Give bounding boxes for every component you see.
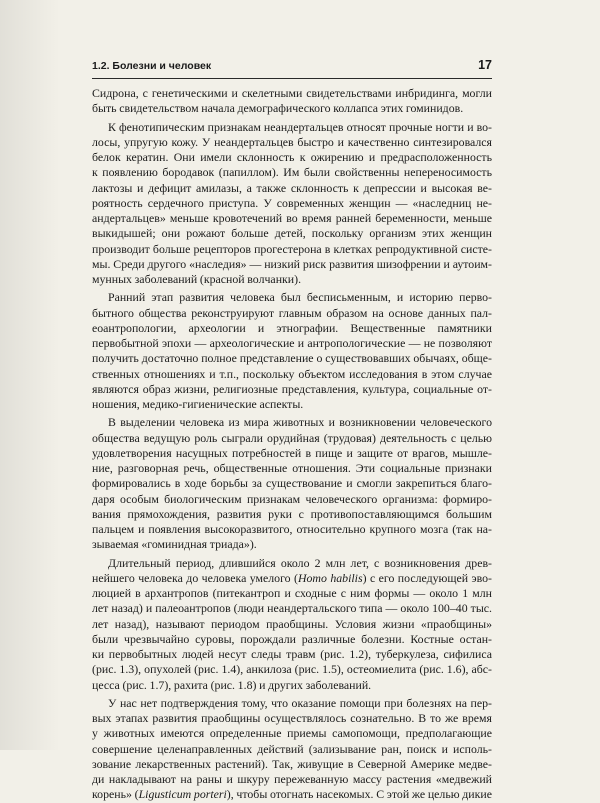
paragraph: [92, 290, 492, 412]
text-line: Сидрона, с генетическими и скелетными свидетельствами инбридинга, могли: [92, 86, 492, 100]
text-line: люцией в архантропов (питекантроп и сходные с ним формы — около 1 млн: [92, 586, 492, 600]
paragraph: [92, 120, 492, 288]
text-line: формировались в ходе борьбы за существование и смогли закрепиться благо-: [92, 476, 492, 491]
running-head: [92, 58, 492, 78]
text-line: нейшего человека до человека умелого (Homo habilis) с его последующей эво-: [92, 570, 493, 585]
text-line: вых этапах развития праобщины осуществлялось сознательно. В то же время: [92, 711, 492, 725]
text-line: Длительный период, длившийся около 2 млн лет, с возникновения древ-: [108, 555, 492, 570]
scan-shadow: [0, 0, 60, 750]
text-line: (рис. 1.3), опухолей (рис. 1.4), анкилоза (рис. 1.5), остеомиелита (рис. 1.6), абс-: [92, 662, 492, 677]
paragraph: [92, 696, 492, 803]
text-line: К фенотипическим признакам неандертальцев относят прочные ногти и во-: [108, 119, 492, 134]
latin-name: Ligusticum porteri: [138, 787, 227, 802]
paragraph: [92, 86, 492, 117]
text-line: даря особым биологическим признакам человеческого организма: формиро-: [92, 491, 492, 506]
text-line: быть свидетельством начала демографического коллапса этих гоминидов.: [92, 101, 464, 116]
text-line: У нас нет подтверждения тому, что оказание помощи при болезнях на пер-: [108, 695, 492, 710]
text-line: еоантропологии, археологии и этнографии. Вещественные памятники: [92, 320, 492, 335]
text-line: удовлетворения насущных потребностей в пище и защите от врагов, мышле-: [92, 445, 492, 460]
text-line: В выделении человека из мира животных и возникновении человеческого: [108, 415, 492, 430]
text-line: роятность сердечного приступа. У современных женщин — «наследниц не-: [92, 195, 492, 210]
text-line: ди накладывают на раны и шкуру пережеванную массу растения «медвежий: [92, 772, 492, 786]
text-line: Ранний этап развития человека был бесписьменным, и историю перво-: [108, 290, 492, 305]
text-line: вания прямохождения, развития руки с противопоставляющимся большим: [92, 506, 492, 521]
text-line: лактозы и дефицит амилазы, а также склонность к депрессии и высокая ве-: [92, 180, 492, 195]
text-line: получить достаточно полное представление о существовавших обычаях, обще-: [92, 351, 492, 366]
text-line: общества ведущую роль сыграли орудийная (трудовая) деятельность с целью: [92, 430, 492, 445]
running-title: 1.2. Болезни и человек: [92, 60, 212, 72]
text-line: совершение целенаправленных действий (зализывание ран, поиск и исполь-: [92, 741, 492, 756]
text-line: бытного общества реконструируют главным образом на основе данных пал-: [92, 305, 492, 320]
text-line: лосы, упругую кожу. У неандертальцев быстро и качественно синтезировался: [92, 134, 492, 149]
text-line: андертальцев» меньше кровотечений во время ранней беременности, меньше: [92, 211, 492, 225]
text-line: зываемая «гоминидная триада»).: [92, 537, 257, 552]
paragraph: [92, 556, 492, 693]
text-line: являются образ жизни, религиозные представления, культура, социальные от-: [92, 381, 492, 396]
text-line: первобытной эпохи — археологические и антропологические — не позволяют: [92, 336, 492, 350]
text-line: зование лекарственных растений). Так, живущие в Северной Америке медве-: [92, 756, 492, 771]
header-rule: [92, 78, 492, 79]
text-line: были чрезвычайно суровы, порождали различные болезни. Костные остан-: [92, 631, 492, 646]
text-line: ки первобытных людей несут следы травм (рис. 1.2), туберкулеза, сифилиса: [92, 647, 492, 661]
text-line: к появлению бородавок (папиллом). Им были свойственны непереносимость: [92, 165, 492, 180]
latin-name: Homo habilis: [297, 570, 363, 585]
text-line: корень» (Ligusticum porteri), чтобы отогнать насекомых. С этой же целью дикие: [92, 787, 492, 802]
text-line: мы. Среди другого «наследия» — низкий риск развития шизофрении и аутоим-: [92, 256, 492, 271]
text-line: цесса (рис. 1.7), рахита (рис. 1.8) и других заболеваний.: [92, 677, 372, 692]
text-line: ние, разговорная речь, общественные отношения. Эти социальные признаки: [92, 461, 492, 475]
text-line: мунных заболеваний (красной волчанки).: [92, 272, 302, 286]
text-line: белок кератин. Они имели склонность к ожирению и предрасположенность: [92, 150, 492, 164]
text-line: ношения, медико-гигиенические аспекты.: [92, 397, 304, 411]
text-line: лет назад), называют периодом праобщины. Условия жизни «праобщины»: [92, 616, 492, 631]
text-line: пальцем и появления высокоразвитого, относительно крупного мозга (так на-: [92, 522, 492, 536]
text-line: лет назад) и палеоантропов (люди неандертальского типа — около 100–40 тыс.: [92, 601, 492, 616]
text-line: производит больше рецепторов прогестерона в клетках репродуктивной систе-: [92, 241, 492, 256]
text-line: ственных отношениях и т.п., поскольку объектом исследования в этом случае: [92, 366, 492, 381]
text-line: выкидышей; они рожают больше детей, поскольку организм этих женщин: [92, 226, 492, 241]
text-line: у животных имеются определенные приемы самопомощи, предполагающие: [92, 726, 492, 741]
paragraph: [92, 415, 492, 552]
body-text: [92, 86, 492, 803]
page-number: 17: [478, 58, 492, 72]
